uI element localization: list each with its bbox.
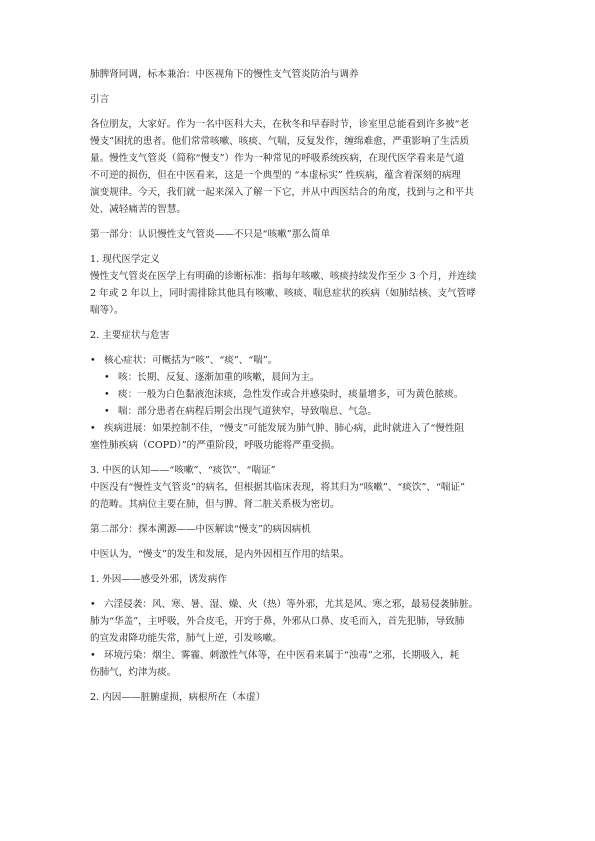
part1-heading: 第一部分：认识慢性支气管炎——不只是“咳嗽”那么简单 <box>90 229 331 240</box>
bullet-marker: • <box>90 355 96 366</box>
intro-line: 处、减轻痛苦的智慧。 <box>90 204 186 215</box>
bullet-continuation: 肺为“华盖”，主呼吸，外合皮毛，开窍于鼻，外邪从口鼻、皮毛而入，首先犯肺，导致肺 <box>90 616 465 627</box>
document-title: 肺脾肾同调，标本兼治：中医视角下的慢性支气管炎防治与调养 <box>90 69 359 80</box>
bullet-six-evils <box>90 596 510 613</box>
bullet-marker: • <box>104 406 110 417</box>
bullet-text: 痰：一般为白色黏液泡沫痰，急性发作或合并感染时，痰量增多，可为黄色脓痰。 <box>118 389 464 400</box>
section1-line: 2 年或 2 年以上，同时需排除其他具有咳嗽、咳痰、喘息症状的疾病（如肺结核、支气管哮 <box>90 288 476 299</box>
intro-heading: 引言 <box>90 94 110 105</box>
bullet-marker: • <box>90 599 96 610</box>
intro-line: 各位朋友，大家好。作为一名中医科大夫，在秋冬和早春时节，诊室里总能看到许多被“老 <box>90 119 470 130</box>
sub-bullet-wheeze <box>90 403 510 420</box>
section1-heading: 1. 现代医学定义 <box>90 254 160 265</box>
part2-section1-heading: 1. 外因——感受外邪，诱发病作 <box>90 574 227 585</box>
bullet-text: 核心症状：可概括为“咳”、“痰”、“喘”。 <box>104 355 278 366</box>
bullet-text: 环境污染：烟尘、雾霾、刺激性气体等，在中医看来属于“浊毒”之邪，长期吸入，耗 <box>104 650 460 661</box>
part2-intro: 中医认为，“慢支”的发生和发展，是内外因相互作用的结果。 <box>90 549 350 560</box>
section1-line: 喘等）。 <box>90 305 124 316</box>
intro-line: 慢支”困扰的患者。他们常常咳嗽、咳痰、气喘，反复发作，缠绵难愈，严重影响了生活质 <box>90 136 470 147</box>
bullet-marker: • <box>104 372 110 383</box>
intro-line: 演变规律。今天，我们就一起来深入了解一下它，并从中西医结合的角度，找到与之和平共 <box>90 187 474 198</box>
bullet-continuation: 的宣发肃降功能失常，肺气上逆，引发咳嗽。 <box>90 633 282 644</box>
section2-heading: 2. 主要症状与危害 <box>90 330 170 341</box>
document-page <box>90 66 510 706</box>
intro-paragraph <box>90 116 510 218</box>
part2-section2-heading: 2. 内因——脏腑虚损，病根所在（本虚） <box>90 692 266 703</box>
bullet-core-symptoms <box>90 352 510 369</box>
part2-heading: 第二部分：探本溯源——中医解读“慢支”的病因病机 <box>90 524 311 535</box>
bullet-marker: • <box>90 423 96 434</box>
bullet-progression <box>90 420 510 437</box>
sub-bullet-phlegm <box>90 386 510 403</box>
bullet-text: 喘：部分患者在病程后期会出现气道狭窄，导致喘息、气急。 <box>118 406 378 417</box>
sub-bullet-cough <box>90 369 510 386</box>
bullet-pollution <box>90 647 510 664</box>
bullet-text: 咳：长期、反复、逐渐加重的咳嗽，晨间为主。 <box>118 372 320 383</box>
bullet-continuation: 塞性肺疾病（COPD）”的严重阶段，呼吸功能将严重受损。 <box>90 440 341 451</box>
section3-line: 的范畴。其病位主要在肺，但与脾、肾二脏关系极为密切。 <box>90 499 340 510</box>
bullet-text: 疾病进展：如果控制不佳，“慢支”可能发展为肺气肿、肺心病，此时就进入了“慢性阻 <box>104 423 465 434</box>
intro-line: 量。慢性支气管炎（简称“慢支”）作为一种常见的呼吸系统疾病，在现代医学看来是气道 <box>90 153 465 164</box>
bullet-marker: • <box>104 389 110 400</box>
section3-heading: 3. 中医的认知——“咳嗽”、“痰饮”、“喘证” <box>90 465 276 476</box>
bullet-marker: • <box>90 650 96 661</box>
section1-line: 慢性支气管炎在医学上有明确的诊断标准：指每年咳嗽、咳痰持续发作至少 3 个月，并连续 <box>90 271 477 282</box>
bullet-text: 六淫侵袭：风、寒、暑、湿、燥、火（热）等外邪，尤其是风、寒之邪，最易侵袭肺脏。 <box>104 599 479 610</box>
section1-paragraph <box>90 268 510 319</box>
bullet-continuation: 伤肺气，灼津为痰。 <box>90 667 177 678</box>
intro-line: 不可逆的损伤，但在中医看来，这是一个典型的 “本虚标实” 性疾病，蕴含着深刻的病理 <box>90 170 461 181</box>
section3-line: 中医没有“慢性支气管炎”的病名，但根据其临床表现，将其归为“咳嗽”、“痰饮”、“喘证” <box>90 482 466 493</box>
